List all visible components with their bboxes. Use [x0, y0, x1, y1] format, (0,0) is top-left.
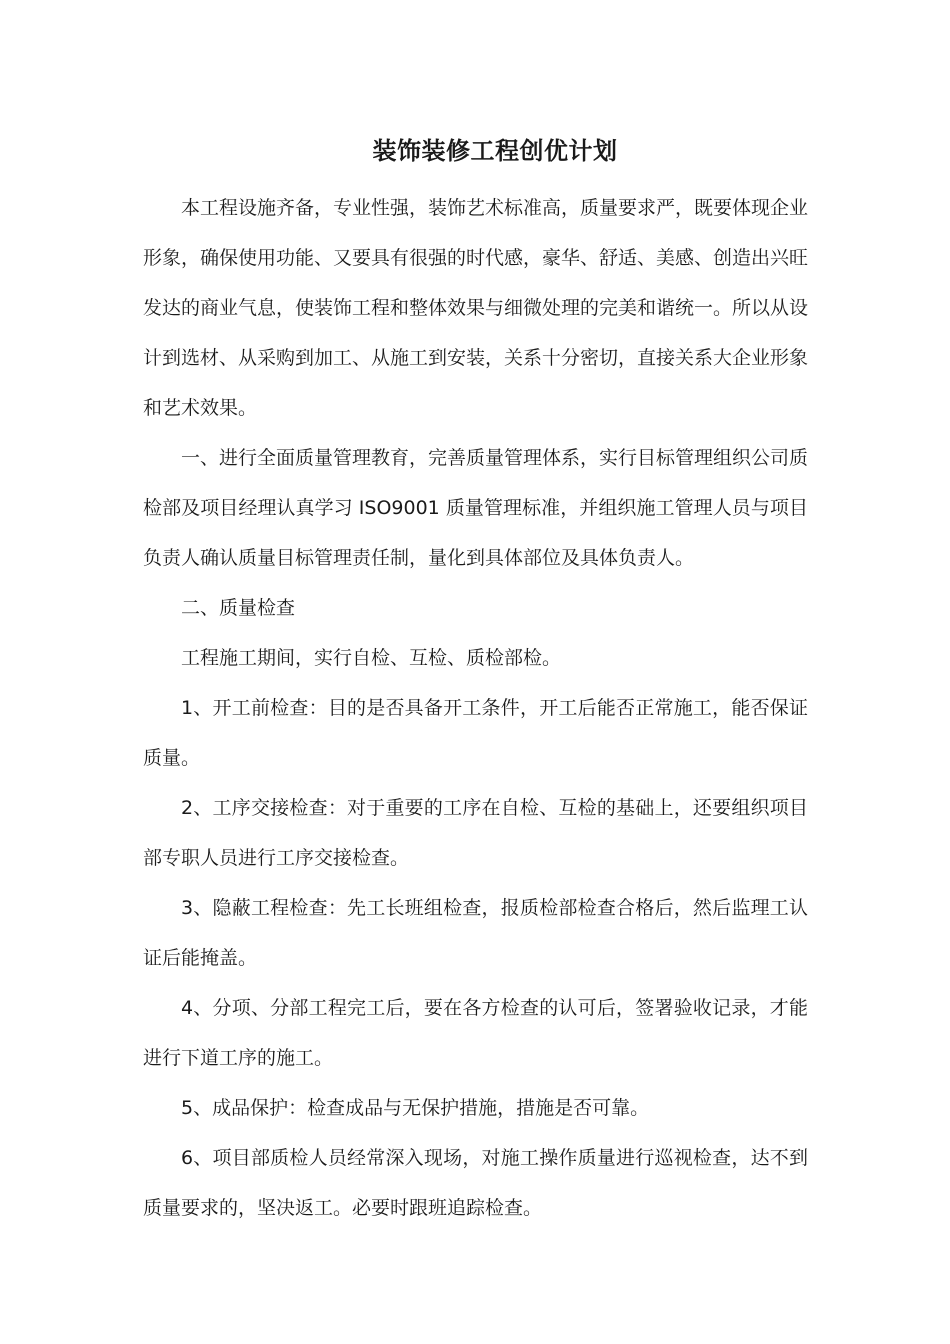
- document-body: [143, 183, 808, 1233]
- paragraph-item-5: 5、成品保护：检查成品与无保护措施，措施是否可靠。: [181, 1097, 650, 1119]
- paragraph-intro: 本工程设施齐备，专业性强，装饰艺术标准高，质量要求严，既要体现企业形象，确保使用功能、又要具有很强的时代感，豪华、舒适、美感、创造出兴旺发达的商业气息，使装饰工程和整体效果与细微处理的完美和谐统一。所以从设计到选材、从采购到加工、从施工到安装，关系十分密切，直接关系大企业形象和艺术效果。: [143, 197, 809, 419]
- paragraph-inspection-summary: 工程施工期间，实行自检、互检、质检部检。: [181, 647, 562, 669]
- paragraph-item-2: 2、工序交接检查：对于重要的工序在自检、互检的基础上，还要组织项目部专职人员进行工序交接检查。: [143, 797, 808, 869]
- document-title: 装饰装修工程创优计划: [372, 137, 618, 165]
- paragraph-section-1: 一、进行全面质量管理教育，完善质量管理体系，实行目标管理组织公司质检部及项目经理认真学习 ISO9001 质量管理标准，并组织施工管理人员与项目负责人确认质量目标管理责任制，量化到具体部位及具体负责人。: [143, 447, 809, 569]
- paragraph-item-6: 6、项目部质检人员经常深入现场，对施工操作质量进行巡视检查，达不到质量要求的，坚决返工。必要时跟班追踪检查。: [143, 1147, 808, 1219]
- paragraph-item-1: 1、开工前检查：目的是否具备开工条件，开工后能否正常施工，能否保证质量。: [143, 697, 808, 769]
- paragraph-item-4: 4、分项、分部工程完工后，要在各方检查的认可后，签署验收记录，才能进行下道工序的施工。: [143, 997, 808, 1069]
- paragraph-section-2-heading: 二、质量检查: [181, 597, 296, 619]
- paragraph-item-3: 3、隐蔽工程检查：先工长班组检查，报质检部检查合格后，然后监理工认证后能掩盖。: [143, 897, 808, 969]
